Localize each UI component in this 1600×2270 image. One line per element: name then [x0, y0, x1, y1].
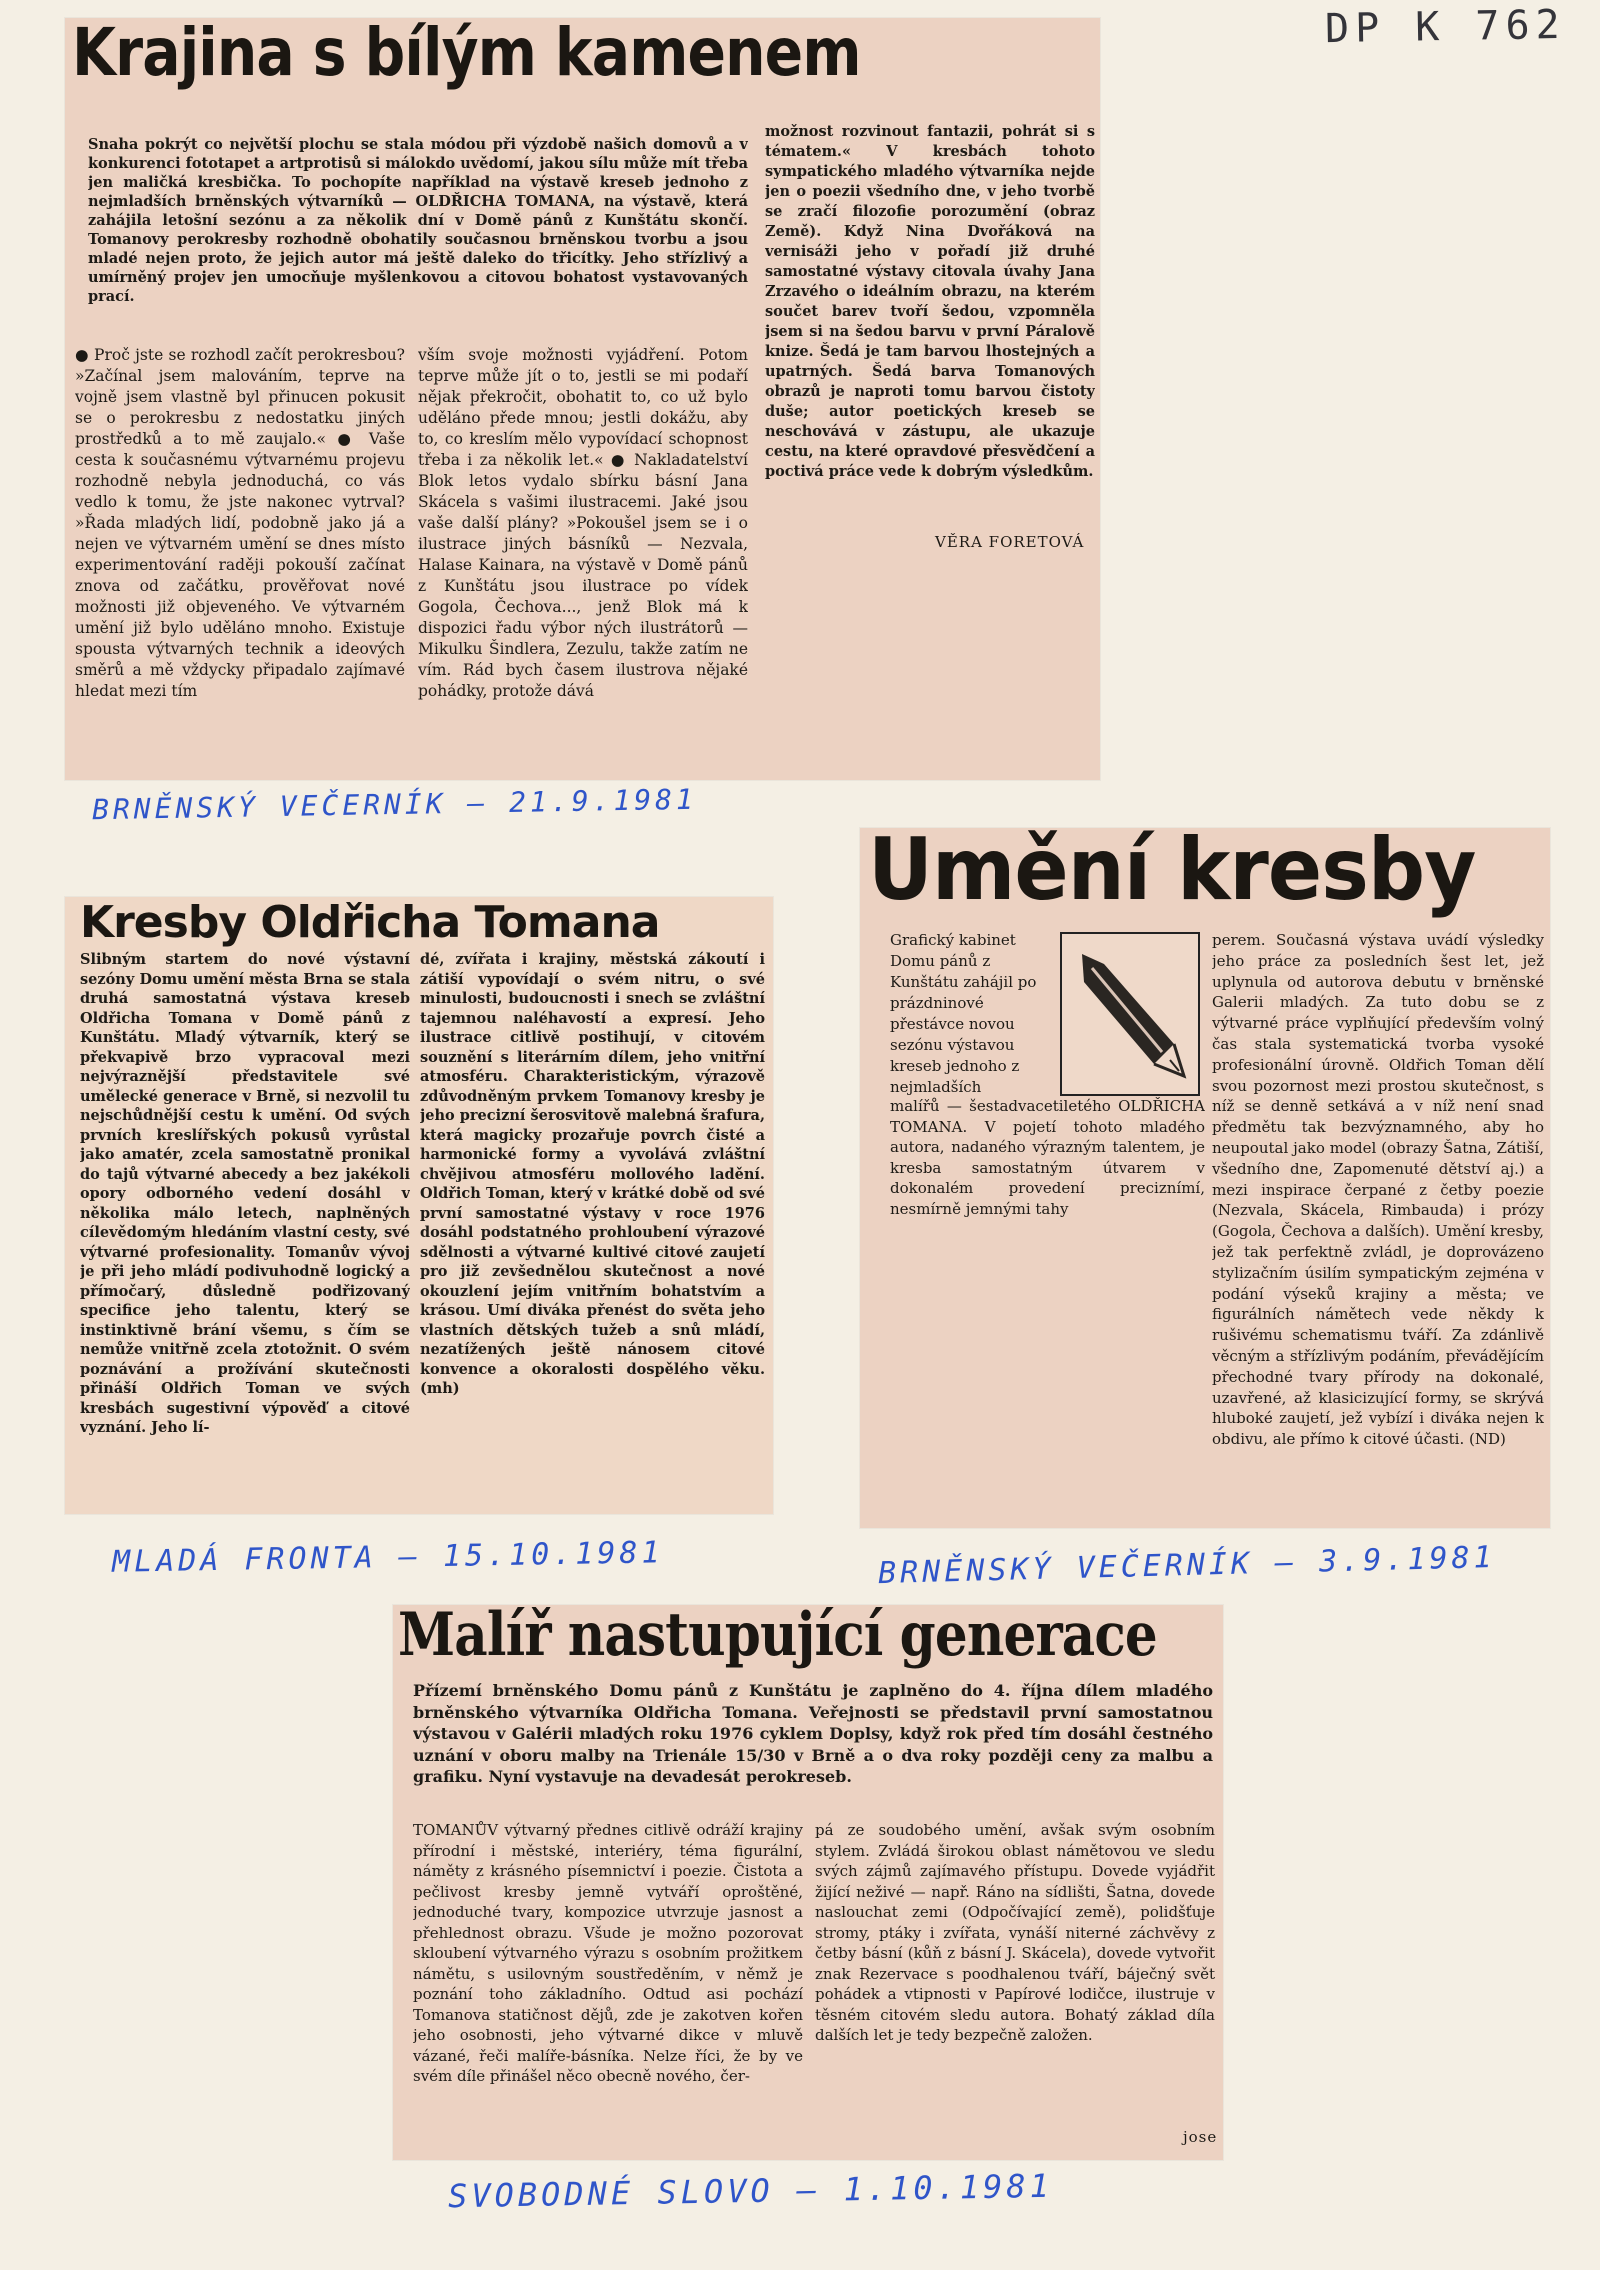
article-column-umeni-b: malířů — šestadvacetiletého OLDŘICHA TOMANA. V pojetí tohoto mladého autora, nadaného výrazným talentem, je kresba samostatným útvarem v dokonalém provedení preciznímí, nesmírně jemnými tahy — [890, 1097, 1205, 1218]
handwritten-source-1: BRNĚNSKÝ VEČERNÍK – 21.9.1981 — [91, 782, 698, 827]
headline-kresby-oldricha-tomana: Kresby Oldřicha Tomana — [80, 897, 660, 948]
article-signature-malir: jose — [1183, 2128, 1218, 2146]
article-lead-malir: Přízemí brněnského Domu pánů z Kunštátu je zaplněno do 4. října dílem mladého brněnského výtvarníka Oldřicha Tomana. Veřejnosti se představil první samostatnou výstavou v Galérii mladých roku 1976 cyklem Doplsy, když rok před tím dosáhl čestného uznání v oboru malby na Trienále 15/30 v Brně a o dva roky později ceny za malbu a grafiku. Nyní vystavuje na devadesát perokreseb. — [413, 1681, 1213, 1786]
article-column-malir-right: pá ze soudobého umění, avšak svým osobním stylem. Zvládá širokou oblast námětovou ve sledu svých zájmů zajímavého přístupu. Dovede vyjádřit žijící neživé — např. Ráno na sídlišti, Šatna, dovede naslouchat zemi (Odpočívající země), polidšťuje stromy, ptáky i zvířata, vynáší niterné záchvěvy z četby básní (kůň z básní J. Skácela), dovede vytvořit znak Rezervace s poodhalenou tváří, báječný svět pohádek a vtipnosti v Papírové lodičce, ilustruje v těsném citovém sledu autora. Bohatý základ díla dalších let je tedy bezpečně založen. — [815, 1821, 1215, 2044]
article-lead-krajina: Snaha pokrýt co největší plochu se stala módou při výzdobě našich domovů a v konkurenci fototapet a artprotisů si málokdo uvědomí, jakou sílu může mít třeba jen maličká kresbička. To pochopíte například na výstavě kreseb jednoho z nejmladších brněnských výtvarníků — OLDŘICHA TOMANA, na výstavě, která zahájila letošní sezónu a za několik dní v Domě pánů z Kunštátu skončí. Tomanovy perokresby rozhodně obohatily současnou brněnskou tvorbu a jsou mladé nejen proto, že jejich autor má ještě daleko do třicítky. Jeho střízlivý a umírněný projev jen umocňuje myšlenkovou a citovou bohatost vystavovaných prací. — [88, 136, 748, 305]
article-column-krajina-right: možnost rozvinout fantazii, pohrát si s tématem.« V kresbách tohoto sympatického mladého výtvarníka nejde jen o poezii všedního dne, v jeho tvorbě se zračí filozofie porozumění (obraz Země). Když Nina Dvořáková na vernisáži jeho v pořadí již druhé samostatné výstavy citovala úvahy Jana Zrzavého o ideálním obrazu, na kterém součet barev tvoří šedou, vzpomněla jsem si na šedou barvu v první Páralově knize. Šedá je tam barvou lhostejných a upatrných. Šedá barva Tomanových obrazů je naproti tomu barvou čistoty duše; autor poetických kreseb se neschovává v zástupu, ale ukazuje cestu, na které opravdové přesvědčení a poctivá práce vede k dobrým výsledkům. — [765, 123, 1095, 480]
article-signature-krajina: VĚRA FORETOVÁ — [935, 533, 1085, 551]
article-column-umeni-c: perem. Současná výstava uvádí výsledky jeho práce za posledních šest let, jež uplynula od autorova debutu v brněnské Galerii mladých. Za tuto dobu se z výtvarné práce vyplňující především volný čas stala systematická tvorba vysoké profesionální úrovně. Oldřich Toman dělí svou pozornost mezi prostou skutečnost, s níž se denně setkává a v níž není snad předmětu tak bezvýznamného, aby ho neupoutal jako model (obrazy Šatna, Zátiší, všedního dne, Zapomenuté dětství aj.) a mezi inspirace čerpané z četby poezie (Nezvala, Skácela, Rimbauda) i prózy (Gogola, Čechova a dalších). Umění kresby, jež tak perfektně zvládl, je doprovázeno stylizačním úsilím sympatickým zejména v podání výseků krajiny a města; ve figurálních námětech vede někdy k rušivému schematismu tváří. Za zdánlivě věcným a střízlivým podáním, převádějícím přechodné tvary přírody na dokonalé, uzavřené, až klasicizující formy, se skrývá hluboké zaujetí, jež vybízí i diváka nejen k obdivu, ale přímo k citové účasti. (ND) — [1212, 931, 1544, 1449]
headline-malir-nastupujici-generace: Malíř nastupující generace — [398, 1600, 1157, 1670]
headline-umeni-kresby: Umění kresby — [868, 820, 1476, 920]
article-column-umeni-a: Grafický kabinet Domu pánů z Kunštátu zahájil po prázdninové přestávce novou sezónu výstavou kreseb jednoho z nejmladších — [890, 931, 1037, 1095]
article-column-malir-left: TOMANŮV výtvarný přednes citlivě odráží krajiny přírodní i městské, interiéry, téma figurální, náměty z krásného písemnictví i poezie. Čistota a pečlivost kresby jemně vytváří oproštěné, jednoduché tvary, kompozice utvrzuje jasnost a přehlednost obrazu. Všude je možno pozorovat skloubení výtvarného výrazu s osobním prožitkem námětu, s usilovným soustředěním, v němž je poznání toho základního. Odtud asi pochází Tomanova statičnost dějů, zde je zakotven kořen jeho osobnosti, jeho výtvarné dikce v mluvě vázané, řeči malíře-básníka. Nelze říci, že by ve svém díle přinášel něco obecně nového, čer- — [413, 1821, 803, 2085]
article-column-kresby-left: Slibným startem do nové výstavní sezóny Domu umění města Brna se stala druhá samostatná výstava kreseb Oldřicha Tomana v Domě pánů z Kunštátu. Mladý výtvarník, který se překvapivě brzo vypracoval mezi nejvýraznější představitele své umělecké generace v Brně, si nezvolil tu nejschůdnější cestu k umění. Od svých prvních kreslířských pokusů vyrůstal jako amatér, zcela samostatně pronikal do tajů výtvarné abecedy a bez jakékoli opory odborného vedení dosáhl v několika málo letech, naplněných cílevědomým hledáním vlastní cesty, své výtvarné profesionality. Tomanův vývoj je při jeho mládí podivuhodně logický a přímočarý, důsledně podřizovaný specifice jeho talentu, který se instinktivně brání všemu, s čím se nemůže vnitřně zcela ztotožnit. O svém poznávání a prožívání skutečnosti přináší Oldřich Toman ve svých kresbách sugestivní výpověď a citové vyznání. Jeho lí- — [80, 951, 410, 1436]
article-column-kresby-right: dé, zvířata i krajiny, městská zákoutí i zátiší vypovídají o svém nitru, o své minulosti, budoucnosti i snech se zvláštní tajemnou naléhavostí a expresí. Jeho ilustrace citlivě postihují, v citovém souznění s literárním dílem, jeho vnitřní atmosféru. Charakteristickým, výrazově zdůvodněným prvkem Tomanovy kresby je jeho precizní šerosvitově malebná šrafura, která magicky prozařuje povrch čisté a harmonické formy a vyvolává zvláštní chvějivou atmosféru mollového ladění. Oldřich Toman, který v krátké době od své první samostatné výstavy v roce 1976 dosáhl podstatného prohloubení výrazové sdělnosti a výtvarné kultivé citové zaujetí pro již zevšednělou skutečnost a nové okouzlení jejím vnitřním bohatstvím a krásou. Umí diváka přenést do světa jeho vlastních dětských tužeb a snů mládí, nezatížených ještě nánosem citové konvence a okoralosti dospělého věku. (mh) — [420, 951, 765, 1397]
handwritten-source-4: SVOBODNÉ SLOVO – 1.10.1981 — [447, 2166, 1054, 2216]
handwritten-source-2: MLADÁ FRONTA – 15.10.1981 — [111, 1535, 664, 1580]
headline-krajina: Krajina s bílým kamenem — [72, 14, 861, 91]
pen-nib-icon — [1062, 934, 1198, 1094]
article-column-krajina-left: ● Proč jste se rozhodl začít perokresbou? »Začínal jsem malováním, teprve na vojně jsem vlastně byl přinucen pokusit se o perokresbu z nedostatku jiných prostředků a to mě zaujalo.« ● Vaše cesta k současnému výtvarnému projevu rozhodně nebyla jednoduchá, co vás vedlo k tomu, že jste nakonec vytrval? »Řada mladých lidí, podobně jako já a nejen ve výtvarném umění se dnes místo experimentování raději pokouší začínat znova od začátku, prověřovat nové možnosti již objeveného. Ve výtvarném umění již bylo uděláno mnoho. Existuje spousta výtvarných technik a ideových směrů a mě vždycky připadalo zajímavé hledat mezi tím — [75, 346, 405, 700]
handwritten-source-3: BRNĚNSKÝ VEČERNÍK – 3.9.1981 — [877, 1539, 1497, 1592]
archive-mark: DP K 762 — [1324, 1, 1567, 53]
article-column-krajina-mid: vším svoje možnosti vyjádření. Potom teprve může jít o to, jestli se mi podaří nějak překročit, obohatit to, co už bylo uděláno přede mnou; jestli dokážu, aby to, co kreslím mělo vypovídací schopnost třeba i za několik let.« ● Nakladatelství Blok letos vydalo sbírku básní Jana Skácela s vašimi ilustracemi. Jaké jsou vaše další plány? »Pokoušel jsem se i o ilustrace jiných básníků — Nezvala, Halase Kainara, na výstavě v Domě pánů z Kunštátu jsou ilustrace po vídek Gogola, Čechova..., jenž Blok má k dispozici řadu výbor ných ilustrátorů — Mikulku Šindlera, Zezulu, takže zatím ne vím. Rád bych časem ilustrova nějaké pohádky, protože dává — [418, 346, 748, 700]
pen-drawing-illustration — [1060, 932, 1200, 1096]
